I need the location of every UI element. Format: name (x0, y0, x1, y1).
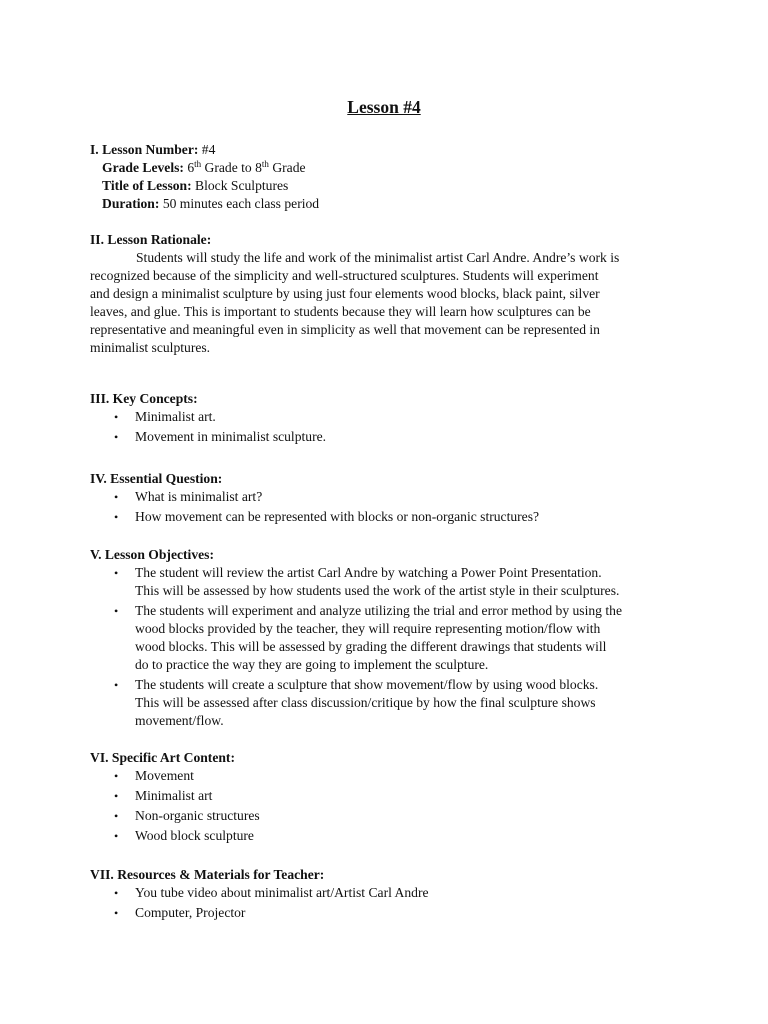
rationale-line: representative and meaningful even in simplicity as well that movement can be represented in (90, 322, 600, 337)
lesson-number-label: I. Lesson Number: (90, 142, 199, 157)
list-item-text: Minimalist art (135, 788, 213, 803)
list-item-text: Movement in minimalist sculpture. (135, 429, 327, 444)
list-item (90, 904, 670, 922)
grade-end-sup: th (261, 159, 269, 169)
bullet-icon: • (114, 886, 119, 900)
resources-materials-heading: VII. Resources & Materials for Teacher: (90, 867, 325, 882)
bullet-icon: • (114, 906, 119, 920)
grade-levels-line (90, 159, 670, 177)
list-item-text: What is minimalist art? (135, 489, 263, 504)
list-item-text: The student will review the artist Carl Andre by watching a Power Point Presentation. (135, 565, 602, 580)
list-item (90, 508, 670, 526)
bullet-icon: • (114, 566, 119, 580)
list-item-text: wood blocks. This will be assessed by grading the different drawings that students will (135, 639, 607, 654)
list-item-text: Computer, Projector (135, 905, 246, 920)
bullet-icon: • (114, 809, 119, 823)
grade-end-text: Grade (268, 160, 306, 175)
grade-mid-text: Grade to 8 (201, 160, 262, 175)
list-item (90, 787, 670, 805)
bullet-icon: • (114, 430, 119, 444)
lesson-rationale-paragraph (90, 249, 670, 357)
bullet-icon: • (114, 604, 119, 618)
lesson-rationale-section (90, 231, 670, 357)
key-concepts-heading: III. Key Concepts: (90, 391, 198, 406)
resources-materials-list (90, 884, 670, 922)
lesson-objectives-heading: V. Lesson Objectives: (90, 547, 214, 562)
key-concepts-list (90, 408, 670, 446)
grade-start-num: 6 (187, 160, 195, 175)
list-item-text: Non-organic structures (135, 808, 260, 823)
lesson-number-line (90, 141, 670, 159)
bullet-icon: • (114, 678, 119, 692)
bullet-icon: • (114, 829, 119, 843)
duration-label: Duration: (102, 196, 160, 211)
list-item-text: movement/flow. (135, 713, 224, 728)
list-item-text: Minimalist art. (135, 409, 216, 424)
bullet-icon: • (114, 769, 119, 783)
bullet-icon: • (114, 510, 119, 524)
lesson-number-value: #4 (201, 142, 216, 157)
list-item-text: Wood block sculpture (135, 828, 254, 843)
essential-question-heading: IV. Essential Question: (90, 471, 223, 486)
list-item (90, 827, 670, 845)
lesson-objectives-list (90, 564, 670, 730)
rationale-line: and design a minimalist sculpture by using just four elements wood blocks, black paint, silver (90, 286, 600, 301)
essential-question-section (90, 470, 670, 528)
list-item (90, 767, 670, 785)
specific-art-content-list (90, 767, 670, 845)
list-item (90, 408, 670, 426)
list-item-text: This will be assessed after class discussion/critique by how the final sculpture shows (135, 695, 596, 710)
list-item (90, 676, 670, 730)
duration-line (90, 195, 670, 213)
title-of-lesson-line (90, 177, 670, 195)
list-item-text: You tube video about minimalist art/Artist Carl Andre (135, 885, 429, 900)
title-of-lesson-value: Block Sculptures (195, 178, 289, 193)
list-item-text: Movement (135, 768, 194, 783)
rationale-line: Students will study the life and work of the minimalist artist Carl Andre. Andre’s work is (136, 250, 620, 265)
grade-levels-label: Grade Levels: (102, 160, 184, 175)
essential-question-list (90, 488, 670, 526)
resources-materials-section (90, 866, 670, 924)
specific-art-content-heading: VI. Specific Art Content: (90, 750, 235, 765)
rationale-line: leaves, and glue. This is important to students because they will learn how sculptures can be (90, 304, 591, 319)
duration-value: 50 minutes each class period (162, 196, 320, 211)
list-item-text: wood blocks provided by the teacher, they will require representing motion/flow with (135, 621, 601, 636)
bullet-icon: • (114, 789, 119, 803)
title-of-lesson-label: Title of Lesson: (102, 178, 192, 193)
lesson-rationale-heading: II. Lesson Rationale: (90, 232, 212, 247)
list-item (90, 428, 670, 446)
list-item-text: The students will create a sculpture that show movement/flow by using wood blocks. (135, 677, 599, 692)
list-item-text: This will be assessed by how students used the work of the artist style in their sculptures. (135, 583, 620, 598)
lesson-info-section (90, 141, 670, 213)
document-title: Lesson #4 (347, 97, 421, 117)
list-item (90, 488, 670, 506)
bullet-icon: • (114, 410, 119, 424)
list-item (90, 602, 670, 674)
list-item-text: The students will experiment and analyze utilizing the trial and error method by using the (135, 603, 622, 618)
list-item-text: do to practice the way they are going to implement the sculpture. (135, 657, 489, 672)
grade-start-sup: th (194, 159, 202, 169)
bullet-icon: • (114, 490, 119, 504)
list-item (90, 884, 670, 902)
list-item (90, 564, 670, 600)
key-concepts-section (90, 390, 670, 448)
lesson-objectives-section (90, 546, 670, 732)
list-item-text: How movement can be represented with blocks or non-organic structures? (135, 509, 540, 524)
specific-art-content-section (90, 749, 670, 847)
rationale-line: recognized because of the simplicity and well-structured sculptures. Students will experiment (90, 268, 599, 283)
list-item (90, 807, 670, 825)
rationale-line: minimalist sculptures. (90, 340, 211, 355)
